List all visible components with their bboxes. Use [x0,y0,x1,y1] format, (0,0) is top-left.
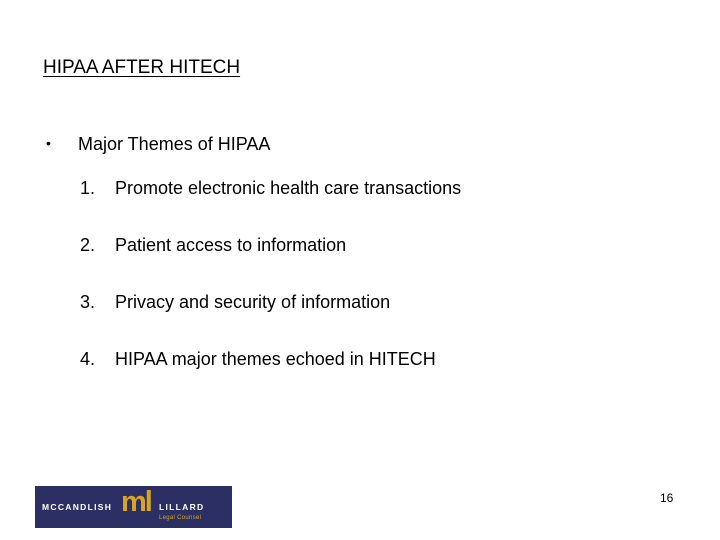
page-number: 16 [660,491,674,505]
list-item [80,292,390,313]
logo-name-right: LILLARD [159,502,205,512]
list-item-number: 3. [80,292,96,312]
list-item-text: HIPAA major themes echoed in HITECH [115,349,436,369]
list-item [80,235,346,256]
company-logo [35,486,232,528]
logo-monogram: ml [121,486,151,518]
list-item-number: 4. [80,349,96,369]
list-item-text: Promote electronic health care transactions [115,178,462,198]
list-item-number: 2. [80,235,96,255]
bullet-text: Major Themes of HIPAA [78,134,271,154]
list-item-text: Privacy and security of information [115,292,391,312]
bullet-item [46,134,270,155]
list-item [80,178,461,199]
logo-tagline: Legal Counsel [159,515,202,521]
list-item-number: 1. [80,178,96,198]
logo-name-left: MCCANDLISH [42,502,113,512]
list-item-text: Patient access to information [115,235,347,255]
bullet-icon: • [46,135,51,151]
list-item [80,349,436,370]
slide-title: HIPAA AFTER HITECH [43,57,241,78]
